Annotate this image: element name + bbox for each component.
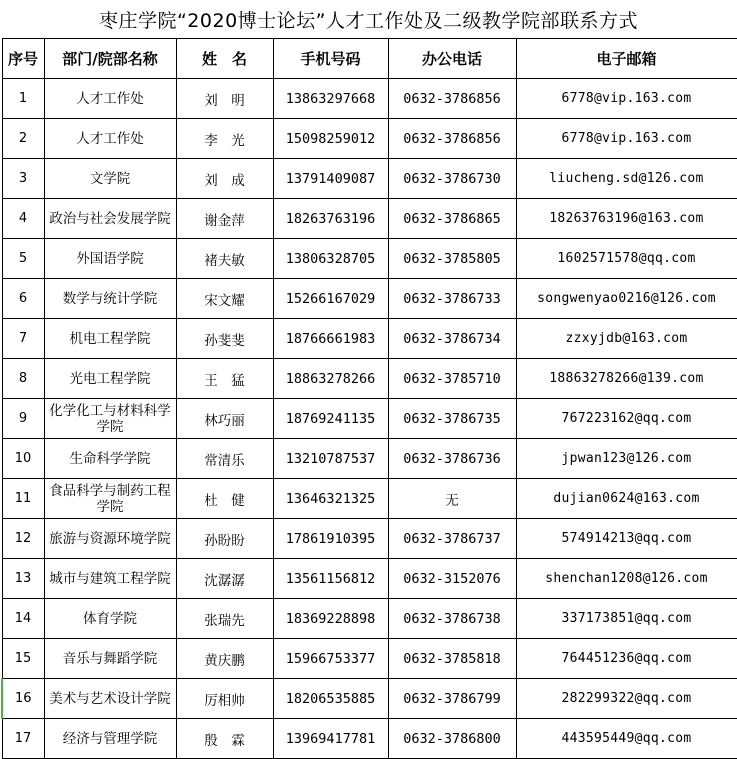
row-number: 5 — [2, 239, 44, 279]
name-cell: 褚夫敏 — [176, 239, 273, 279]
table-row — [2, 359, 737, 399]
mobile-cell: 18766661983 — [273, 319, 388, 359]
email-cell: zzxyjdb@163.com — [516, 319, 737, 359]
row-number: 8 — [2, 359, 44, 399]
name-cell: 杜 健 — [176, 479, 273, 519]
name-cell: 林巧丽 — [176, 399, 273, 439]
email-cell: 764451236@qq.com — [516, 639, 737, 679]
email-cell: 18863278266@139.com — [516, 359, 737, 399]
dept-cell: 文学院 — [44, 159, 176, 199]
header-name: 姓 名 — [176, 39, 273, 79]
dept-cell: 生命科学学院 — [44, 439, 176, 479]
dept-cell: 化学化工与材料科学学院 — [44, 399, 176, 439]
dept-cell: 美术与艺术设计学院 — [44, 679, 176, 719]
name-cell: 殷 霖 — [176, 719, 273, 759]
name-cell: 李 光 — [176, 119, 273, 159]
name-cell: 刘 明 — [176, 79, 273, 119]
table-row — [2, 279, 737, 319]
table-row — [2, 319, 737, 359]
header-dept: 部门/院部名称 — [44, 39, 176, 79]
mobile-cell: 18263763196 — [273, 199, 388, 239]
header-no: 序号 — [2, 39, 44, 79]
mobile-cell: 15966753377 — [273, 639, 388, 679]
mobile-cell: 13806328705 — [273, 239, 388, 279]
table-row — [2, 639, 737, 679]
office-cell: 无 — [388, 479, 516, 519]
name-cell: 张瑞先 — [176, 599, 273, 639]
table-row — [2, 239, 737, 279]
table-row — [2, 599, 737, 639]
row-number: 13 — [2, 559, 44, 599]
row-number: 2 — [2, 119, 44, 159]
header-row — [2, 39, 737, 79]
table-row — [2, 159, 737, 199]
name-cell: 王 猛 — [176, 359, 273, 399]
email-cell: 282299322@qq.com — [516, 679, 737, 719]
row-number: 3 — [2, 159, 44, 199]
mobile-cell: 13969417781 — [273, 719, 388, 759]
mobile-cell: 18206535885 — [273, 679, 388, 719]
dept-cell: 机电工程学院 — [44, 319, 176, 359]
dept-cell: 音乐与舞蹈学院 — [44, 639, 176, 679]
office-cell: 0632-3786856 — [388, 119, 516, 159]
table-row — [2, 119, 737, 159]
row-number: 1 — [2, 79, 44, 119]
page-title: 枣庄学院“2020博士论坛”人才工作处及二级教学院部联系方式 — [98, 9, 639, 32]
office-cell: 0632-3786730 — [388, 159, 516, 199]
dept-cell: 人才工作处 — [44, 79, 176, 119]
mobile-cell: 18369228898 — [273, 599, 388, 639]
dept-cell: 经济与管理学院 — [44, 719, 176, 759]
header-office: 办公电话 — [388, 39, 516, 79]
office-cell: 0632-3786737 — [388, 519, 516, 559]
email-cell: dujian0624@163.com — [516, 479, 737, 519]
mobile-cell: 13561156812 — [273, 559, 388, 599]
email-cell: 443595449@qq.com — [516, 719, 737, 759]
name-cell: 宋文耀 — [176, 279, 273, 319]
office-cell: 0632-3786856 — [388, 79, 516, 119]
name-cell: 厉相帅 — [176, 679, 273, 719]
row-number: 11 — [2, 479, 44, 519]
office-cell: 0632-3786736 — [388, 439, 516, 479]
office-cell: 0632-3786865 — [388, 199, 516, 239]
header-email: 电子邮箱 — [516, 39, 737, 79]
table-row — [2, 479, 737, 519]
row-number: 10 — [2, 439, 44, 479]
email-cell: 6778@vip.163.com — [516, 119, 737, 159]
name-cell: 沈潺潺 — [176, 559, 273, 599]
mobile-cell: 18863278266 — [273, 359, 388, 399]
table-row — [2, 399, 737, 439]
office-cell: 0632-3152076 — [388, 559, 516, 599]
email-cell: shenchan1208@126.com — [516, 559, 737, 599]
office-cell: 0632-3785805 — [388, 239, 516, 279]
mobile-cell: 17861910395 — [273, 519, 388, 559]
email-cell: 18263763196@163.com — [516, 199, 737, 239]
office-cell: 0632-3786735 — [388, 399, 516, 439]
table-row — [2, 719, 737, 759]
table-row — [2, 199, 737, 239]
row-number: 17 — [2, 719, 44, 759]
email-cell: 1602571578@qq.com — [516, 239, 737, 279]
dept-cell: 城市与建筑工程学院 — [44, 559, 176, 599]
row-number: 12 — [2, 519, 44, 559]
email-cell: jpwan123@126.com — [516, 439, 737, 479]
dept-cell: 数学与统计学院 — [44, 279, 176, 319]
email-cell: 337173851@qq.com — [516, 599, 737, 639]
office-cell: 0632-3785710 — [388, 359, 516, 399]
mobile-cell: 15098259012 — [273, 119, 388, 159]
dept-cell: 旅游与资源环境学院 — [44, 519, 176, 559]
dept-cell: 食品科学与制药工程学院 — [44, 479, 176, 519]
office-cell: 0632-3786738 — [388, 599, 516, 639]
dept-cell: 政治与社会发展学院 — [44, 199, 176, 239]
mobile-cell: 13210787537 — [273, 439, 388, 479]
row-number: 16 — [2, 679, 44, 719]
name-cell: 常清乐 — [176, 439, 273, 479]
row-number: 7 — [2, 319, 44, 359]
row-number: 4 — [2, 199, 44, 239]
mobile-cell: 13646321325 — [273, 479, 388, 519]
row-number: 6 — [2, 279, 44, 319]
office-cell: 0632-3786799 — [388, 679, 516, 719]
table-row — [2, 439, 737, 479]
mobile-cell: 13863297668 — [273, 79, 388, 119]
table-row — [2, 79, 737, 119]
office-cell: 0632-3785818 — [388, 639, 516, 679]
row-number: 9 — [2, 399, 44, 439]
table-row — [2, 559, 737, 599]
name-cell: 黄庆鹏 — [176, 639, 273, 679]
email-cell: 6778@vip.163.com — [516, 79, 737, 119]
mobile-cell: 13791409087 — [273, 159, 388, 199]
row-number: 15 — [2, 639, 44, 679]
dept-cell: 人才工作处 — [44, 119, 176, 159]
office-cell: 0632-3786733 — [388, 279, 516, 319]
office-cell: 0632-3786800 — [388, 719, 516, 759]
dept-cell: 外国语学院 — [44, 239, 176, 279]
email-cell: songwenyao0216@126.com — [516, 279, 737, 319]
name-cell: 孙斐斐 — [176, 319, 273, 359]
header-mobile: 手机号码 — [273, 39, 388, 79]
row-number: 14 — [2, 599, 44, 639]
table-row — [2, 519, 737, 559]
email-cell: 767223162@qq.com — [516, 399, 737, 439]
dept-cell: 光电工程学院 — [44, 359, 176, 399]
office-cell: 0632-3786734 — [388, 319, 516, 359]
name-cell: 孙盼盼 — [176, 519, 273, 559]
table-row — [2, 679, 737, 719]
name-cell: 谢金萍 — [176, 199, 273, 239]
dept-cell: 体育学院 — [44, 599, 176, 639]
mobile-cell: 15266167029 — [273, 279, 388, 319]
name-cell: 刘 成 — [176, 159, 273, 199]
email-cell: liucheng.sd@126.com — [516, 159, 737, 199]
email-cell: 574914213@qq.com — [516, 519, 737, 559]
contact-table — [1, 38, 737, 759]
mobile-cell: 18769241135 — [273, 399, 388, 439]
